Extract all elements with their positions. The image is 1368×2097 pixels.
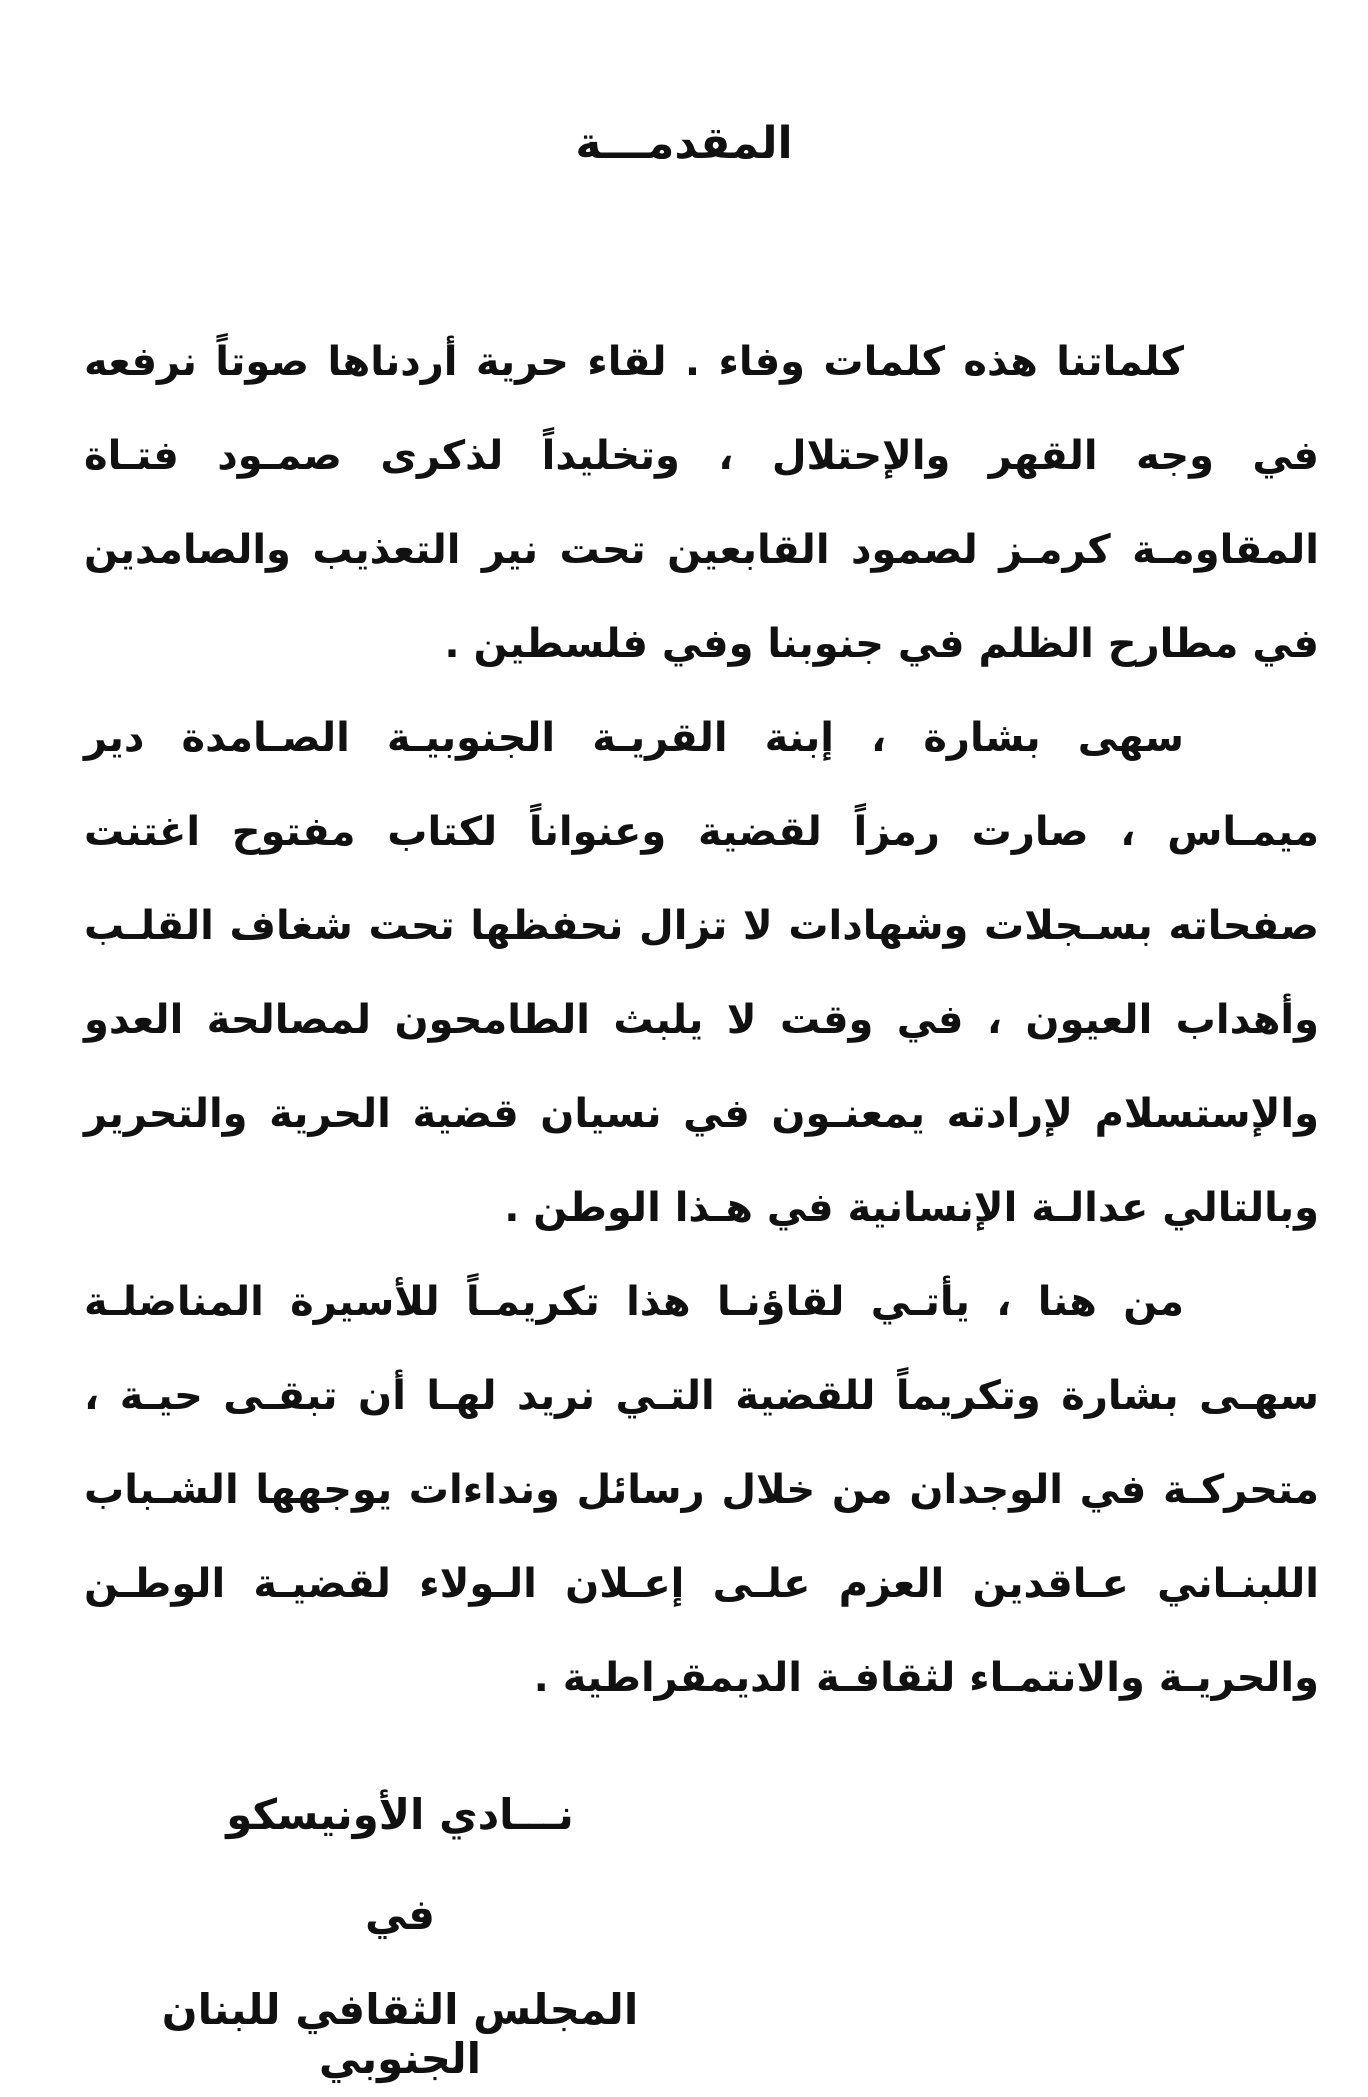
document-body [84,315,1319,1725]
paragraph-1: كلماتنا هذه كلمات وفاء . لقاء حرية أردناها صوتاً نرفعه في وجه القهر والإحتلال ، وتخليداً لذكرى صمـود فتـاة المقاومـة كرمـز لصمود القابعين تحت نير التعذيب والصامدين في مطارح الظلم في جنوبنا وفي فلسطين . [84,339,1319,667]
paragraph-3: من هنا ، يأتـي لقاؤنـا هذا تكريمـاً للأسيرة المناضلـة سهـى بشارة وتكريماً للقضية التـي نريد لهـا أن تبقـى حيـة ، متحركـة في الوجدان من خلال رسائل ونداءات يوجهها الشـباب اللبنـاني عـاقدين العزم علـى إعـلان الـولاء لقضيـة الوطـن والحريـة والانتمـاء لثقافـة الديمقراطية . [84,1279,1319,1701]
page-title: المقدمـــة [575,118,793,169]
paragraph-2: سهى بشارة ، إبنة القريـة الجنوبيـة الصـامدة دير ميمـاس ، صارت رمزاً لقضية وعنواناً لكتاب مفتوح اغتنت صفحاته بسـجلات وشهادات لا تزال نحفظها تحت شغاف القلـب وأهداب العيون ، في وقت لا يلبث الطامحون لمصالحة العدو والإستسلام لإرادته يمعنـون في نسيان قضية الحرية والتحرير وبالتالي عدالـة الإنسانية في هـذا الوطن . [84,715,1319,1231]
signature-council-name: المجلس الثقافي للبنان الجنوبي [161,1985,639,2083]
signature-club-name: نـــادي الأونيسكو [226,1790,574,1839]
signature-connector: في [365,1890,435,1939]
